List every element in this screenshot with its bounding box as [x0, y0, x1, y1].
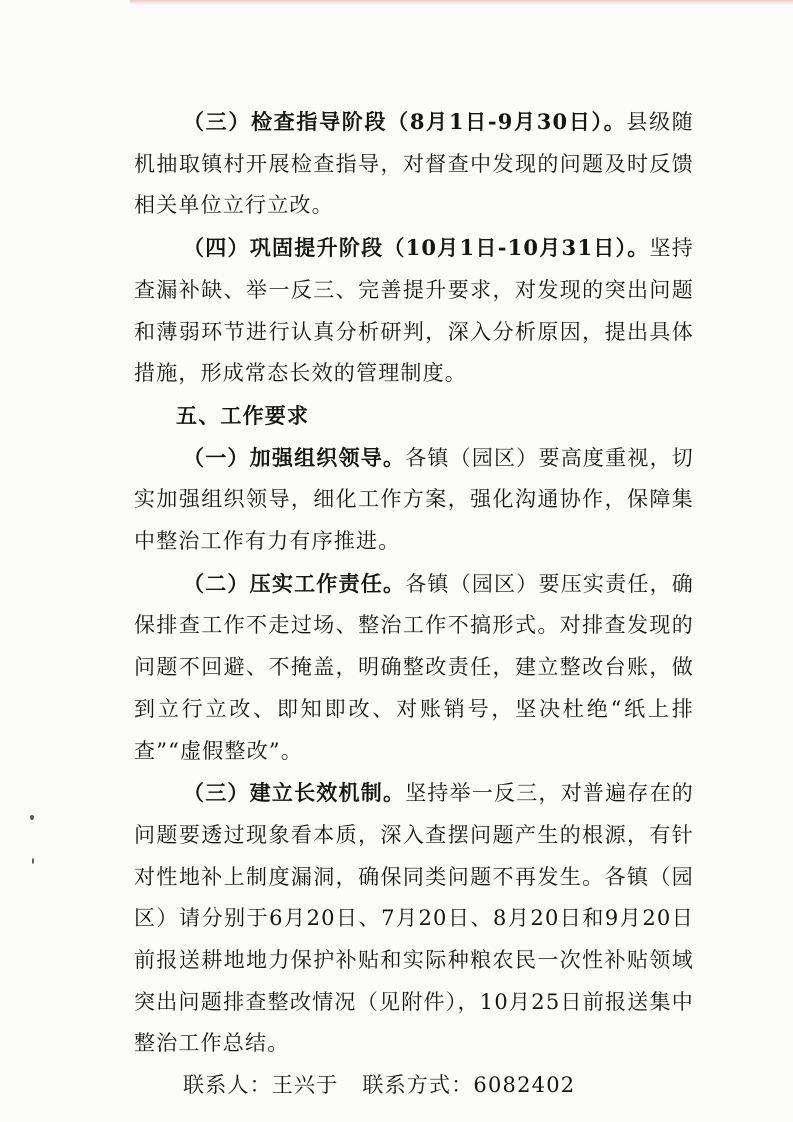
paragraph-stage-four [134, 227, 694, 395]
stage-four-title: （四）巩固提升阶段（10月1日-10月31日）。 [183, 235, 650, 261]
contact-line [134, 1065, 694, 1107]
paragraph-requirement-two [134, 563, 694, 773]
section-heading: 五、工作要求 [176, 402, 310, 428]
scan-speck [30, 815, 34, 820]
stage-four-text: 坚持查漏补缺、举一反三、完善提升要求，对发现的突出问题和薄弱环节进行认真分析研判，深入分析原因，提出具体措施，形成常态长效的管理制度。 [134, 236, 694, 386]
contact-person: 王兴于 [271, 1073, 339, 1098]
requirement-two-title: （二）压实工作责任。 [183, 570, 406, 596]
requirement-three-text: 坚持举一反三，对普遍存在的问题要透过现象看本质，深入查摆问题产生的根源，有针对性地补上制度漏洞，确保同类问题不再发生。各镇（园区）请分别于6月20日、7月20日、8月20日和9月20日前报送耕地地力保护补贴和实际种粮农民一次性补贴领域突出问题排查整改情况（见附件），10月25日前报送集中整治工作总结。 [134, 781, 694, 1056]
requirement-one-text: 各镇（园区）要高度重视，切实加强组织领导，细化工作方案，强化沟通协作，保障集中整治工作有力有序推进。 [134, 445, 694, 554]
requirement-two-text: 各镇（园区）要压实责任，确保排查工作不走过场、整治工作不搞形式。对排查发现的问题不回避、不掩盖，明确整改责任，建立整改台账，做到立行立改、即知即改、对账销号，坚决杜绝“纸上排查”“虚假整改”。 [134, 571, 694, 763]
stage-three-title: （三）检查指导阶段（8月1日-9月30日）。 [183, 109, 627, 134]
requirement-one-title: （一）加强组织领导。 [183, 444, 406, 470]
document-body [134, 101, 694, 1107]
contact-person-label: 联系人： [183, 1073, 272, 1098]
contact-phone-label: 联系方式： [362, 1073, 474, 1098]
paragraph-requirement-three [134, 772, 694, 1065]
requirement-three-title: （三）建立长效机制。 [183, 780, 406, 806]
stage-three-text: 县级随机抽取镇村开展检查指导，对督查中发现的问题及时反馈相关单位立行立改。 [134, 110, 694, 218]
scan-speck [32, 858, 34, 864]
contact-phone: 6082402 [473, 1073, 576, 1098]
paragraph-stage-three [134, 101, 694, 227]
paragraph-requirement-one [134, 437, 694, 563]
top-edge-mark [130, 0, 793, 5]
